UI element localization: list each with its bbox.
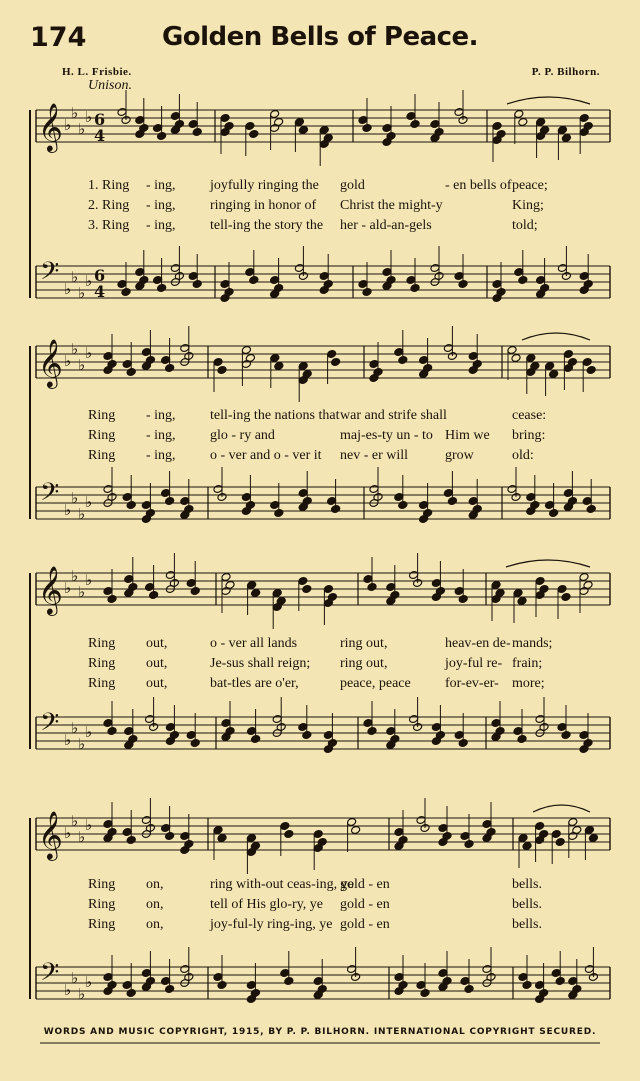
flat-icon: ♭ [64, 731, 72, 749]
time-signature-top: 6 [94, 266, 106, 285]
flat-icon: ♭ [71, 719, 79, 737]
lyric-syllable-group: tell-ing the nations that [210, 408, 340, 423]
lyric-verse-line [0, 198, 640, 218]
note-head [518, 118, 528, 127]
flat-icon: ♭ [78, 583, 86, 601]
note-head [555, 838, 565, 847]
lyric-syllable-group: Him we [445, 428, 490, 443]
lyric-syllable-group: gold [340, 178, 365, 193]
lyric-syllable-group: - ing, [146, 448, 176, 463]
note-head [274, 362, 284, 371]
time-signature-bottom: 4 [94, 126, 106, 145]
treble-clef-icon: 𝄞 [38, 810, 63, 859]
flat-icon: ♭ [71, 567, 79, 585]
lyric-syllable-group: glo - ry and [210, 428, 275, 443]
flat-icon: ♭ [78, 985, 86, 1003]
flat-icon: ♭ [71, 340, 79, 358]
lyric-syllable-group: gold - en [340, 917, 390, 932]
note-head [251, 589, 261, 598]
bass-clef-icon: 𝄢 [40, 708, 60, 743]
lyric-syllable-group: Ring [88, 877, 116, 892]
slur [507, 97, 590, 104]
lyric-syllable-group: ring out, [340, 636, 388, 651]
lyric-verse-line [0, 877, 640, 897]
lyric-syllable-group: gold - en [340, 877, 390, 892]
slur [506, 560, 590, 567]
performance-direction: Unison. [88, 78, 132, 93]
lyric-syllable-group: - ing, [146, 198, 176, 213]
lyric-verse-line [0, 178, 640, 198]
lyric-syllable-group: Ring [88, 448, 116, 463]
flat-icon: ♭ [64, 116, 72, 134]
lyric-syllable-group: maj-es-ty un - to [340, 428, 433, 443]
lyric-syllable-group: peace, peace [340, 676, 411, 691]
bass-clef-icon: 𝄢 [40, 257, 60, 292]
lyric-syllable-group: ring out, [340, 656, 388, 671]
note-head [561, 593, 571, 602]
lyric-syllable-group: cease: [512, 408, 547, 423]
lyric-syllable-group: 3. Ring [88, 218, 130, 233]
flat-icon: ♭ [85, 344, 93, 362]
lyric-syllable-group: old: [512, 448, 534, 463]
lyricist-credit: H. L. Frisbie. [62, 66, 132, 78]
lyric-syllable-group: Ring [88, 408, 116, 423]
lyric-syllable-group: 1. Ring [88, 178, 130, 193]
lyric-syllable-group: joy-ful re- [445, 656, 503, 671]
note-head [298, 126, 308, 135]
flat-icon: ♭ [85, 272, 93, 290]
lyric-syllable-group: ringing in honor of [210, 198, 317, 213]
lyric-syllable-group: - ing, [146, 408, 176, 423]
lyric-syllable-group: peace; [512, 178, 548, 193]
note-head [217, 834, 227, 843]
slur [533, 805, 590, 812]
lyric-syllable-group: on, [146, 917, 164, 932]
lyric-syllable-group: Ring [88, 676, 116, 691]
lyric-syllable-group: nev - er will [340, 448, 409, 463]
lyric-syllable-group: - ing, [146, 178, 176, 193]
lyric-syllable-group: bat-tles are o'er, [210, 676, 299, 691]
lyric-syllable-group: on, [146, 897, 164, 912]
flat-icon: ♭ [64, 501, 72, 519]
note-head [511, 354, 521, 363]
lyric-verse-line [0, 897, 640, 917]
lyric-syllable-group: Ring [88, 656, 116, 671]
lyric-syllable-group: on, [146, 877, 164, 892]
flat-icon: ♭ [85, 108, 93, 126]
treble-clef-icon: 𝄞 [38, 338, 63, 387]
lyric-syllable-group: Ring [88, 428, 116, 443]
bass-clef-icon: 𝄢 [40, 958, 60, 993]
page-number: 174 [30, 22, 87, 53]
note-head [217, 366, 227, 375]
lyric-syllable-group: for-ev-er- [445, 676, 499, 691]
lyric-verse-line [0, 218, 640, 238]
note-head [249, 130, 259, 139]
lyric-syllable-group: Christ the might-y [340, 198, 443, 213]
flat-icon: ♭ [78, 505, 86, 523]
lyric-syllable-group: told; [512, 218, 538, 233]
lyric-verse-line [0, 428, 640, 448]
lyric-syllable-group: war and strife shall [340, 408, 447, 423]
lyric-syllable-group: gold - en [340, 897, 390, 912]
lyric-syllable-group: out, [146, 676, 168, 691]
lyric-syllable-group: bring: [512, 428, 546, 443]
lyric-syllable-group: frain; [512, 656, 543, 671]
flat-icon: ♭ [85, 493, 93, 511]
lyric-syllable-group: joy-ful-ly ring-ing, ye [210, 917, 333, 932]
lyric-syllable-group: Je-sus shall reign; [210, 656, 311, 671]
lyric-syllable-group: out, [146, 636, 168, 651]
note-head [302, 585, 312, 594]
flat-icon: ♭ [64, 579, 72, 597]
flat-icon: ♭ [78, 828, 86, 846]
lyric-verse-line [0, 656, 640, 676]
lyric-syllable-group: out, [146, 656, 168, 671]
bass-clef-icon: 𝄢 [40, 478, 60, 513]
lyric-syllable-group: ring with-out ceas-ing, ye [210, 877, 354, 892]
flat-icon: ♭ [71, 969, 79, 987]
lyric-syllable-group: Ring [88, 897, 116, 912]
lyric-syllable-group: mands; [512, 636, 553, 651]
note-head [351, 826, 361, 835]
lyric-syllable-group: - ing, [146, 218, 176, 233]
flat-icon: ♭ [71, 268, 79, 286]
treble-clef-icon: 𝄞 [38, 565, 63, 614]
note-head [588, 834, 598, 843]
flat-icon: ♭ [64, 981, 72, 999]
lyric-syllable-group: tell-ing the story the [210, 218, 324, 233]
lyric-verse-line [0, 408, 640, 428]
flat-icon: ♭ [85, 973, 93, 991]
flat-icon: ♭ [64, 824, 72, 842]
lyric-syllable-group: joyfully ringing the [210, 178, 319, 193]
treble-clef-icon: 𝄞 [38, 102, 63, 151]
note-head [517, 597, 527, 606]
time-signature-bottom: 4 [94, 282, 106, 301]
lyric-verse-line [0, 448, 640, 468]
flat-icon: ♭ [78, 284, 86, 302]
note-head [586, 366, 596, 375]
lyric-syllable-group: Ring [88, 917, 116, 932]
slur [522, 333, 590, 340]
flat-icon: ♭ [64, 280, 72, 298]
note-head [284, 830, 294, 839]
flat-icon: ♭ [78, 735, 86, 753]
lyric-verse-line [0, 636, 640, 656]
lyric-syllable-group: o - ver and o - ver it [210, 448, 322, 463]
flat-icon: ♭ [85, 816, 93, 834]
flat-icon: ♭ [71, 104, 79, 122]
hymn-title: Golden Bells of Peace. [161, 22, 479, 52]
flat-icon: ♭ [85, 723, 93, 741]
lyric-syllable-group: more; [512, 676, 545, 691]
lyric-syllable-group: her - ald-an-gels [340, 218, 432, 233]
lyric-syllable-group: - en bells of [445, 178, 512, 193]
flat-icon: ♭ [71, 489, 79, 507]
copyright-notice: WORDS AND MUSIC COPYRIGHT, 1915, BY P. P. BILHORN. INTERNATIONAL COPYRIGHT SECURED. [43, 1027, 597, 1037]
lyric-syllable-group: bells. [512, 897, 542, 912]
flat-icon: ♭ [78, 120, 86, 138]
lyric-verse-line [0, 917, 640, 937]
lyric-syllable-group: bells. [512, 877, 542, 892]
flat-icon: ♭ [64, 352, 72, 370]
lyric-syllable-group: tell of His glo-ry, ye [210, 897, 324, 912]
note-head [522, 842, 532, 851]
lyric-verse-line [0, 676, 640, 696]
flat-icon: ♭ [85, 571, 93, 589]
lyric-syllable-group: - ing, [146, 428, 176, 443]
lyric-syllable-group: 2. Ring [88, 198, 130, 213]
lyric-syllable-group: King; [512, 198, 544, 213]
note-head [561, 134, 571, 143]
lyric-syllable-group: bells. [512, 917, 542, 932]
flat-icon: ♭ [71, 812, 79, 830]
lyric-syllable-group: o - ver all lands [210, 636, 298, 651]
lyric-syllable-group: Ring [88, 636, 116, 651]
lyric-syllable-group: grow [445, 448, 474, 463]
composer-credit: P. P. Bilhorn. [531, 66, 600, 78]
time-signature-top: 6 [94, 110, 106, 129]
note-head [331, 358, 341, 367]
lyric-syllable-group: heav-en de- [445, 636, 511, 651]
flat-icon: ♭ [78, 356, 86, 374]
note-head [549, 370, 559, 379]
